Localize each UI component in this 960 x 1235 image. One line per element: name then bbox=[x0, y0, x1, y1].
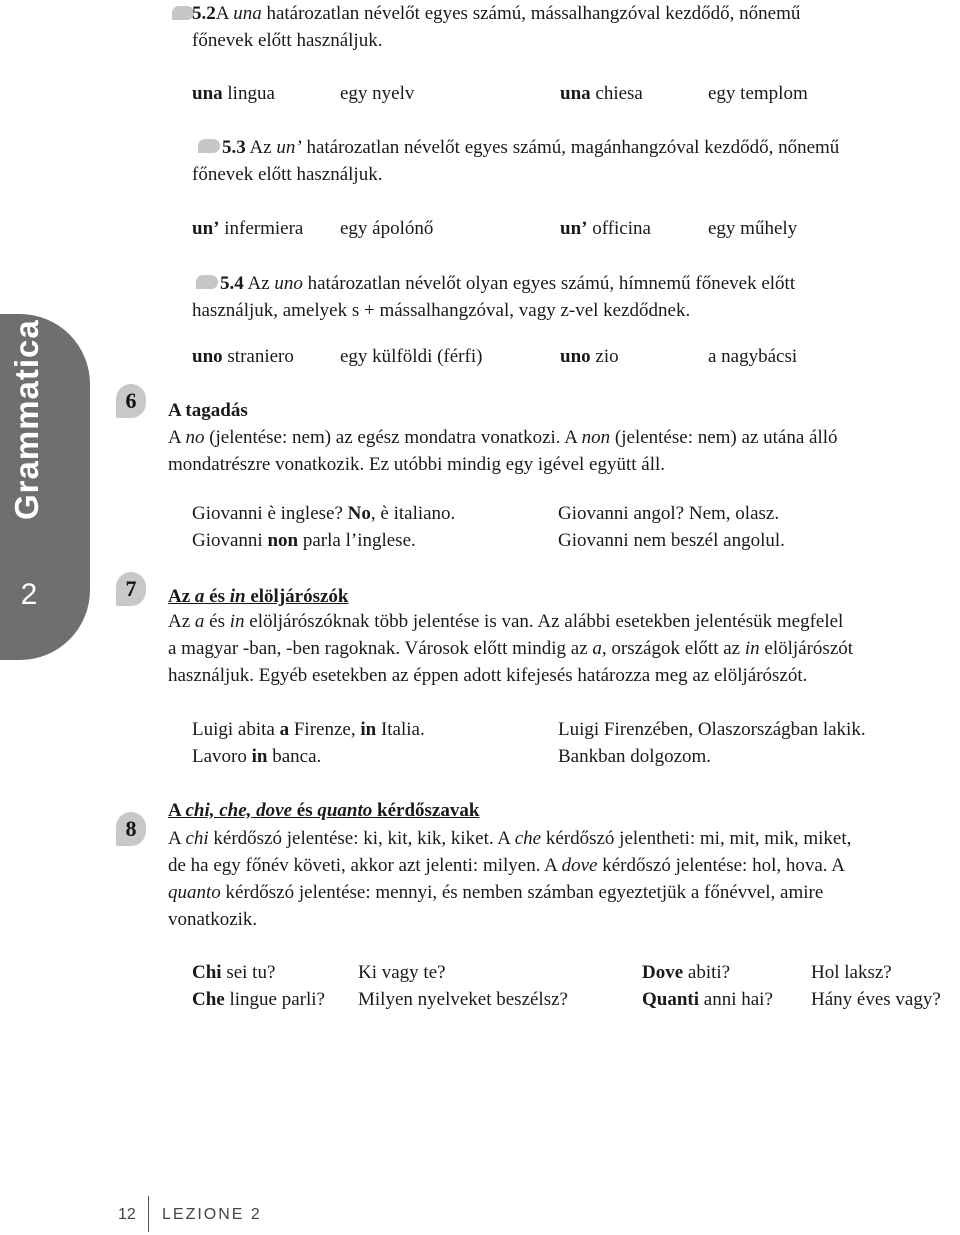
example-row: Dove abiti? bbox=[642, 962, 731, 983]
section-5-3-line1: 5.3 Az un’ határozatlan névelőt egyes számú, magánhangzóval kezdődő, nőnemű bbox=[222, 137, 840, 158]
section-number-badge: 8 bbox=[116, 812, 146, 846]
example-row: Chi sei tu? bbox=[192, 962, 276, 983]
example-row: Quanti anni hai? bbox=[642, 989, 773, 1010]
section-8-paragraph: A chi kérdőszó jelentése: ki, kit, kik, kiket. A che kérdőszó jelentheti: mi, mit, mik, miket, de ha egy főnév követi, akkor azt jelenti: milyen. A dove kérdőszó jelentése: hol, hova. A quanto kérdőszó jelentése: mennyi, és nemben számban egyeztetjük a főnévvel, amire vonatkozik. bbox=[168, 828, 852, 930]
example-translation: egy műhely bbox=[708, 218, 798, 239]
section-5-3-line2: főnevek előtt használjuk. bbox=[192, 164, 383, 185]
example-row: Giovanni è inglese? No, è italiano. bbox=[192, 503, 456, 524]
example-translation: Milyen nyelveket beszélsz? bbox=[358, 989, 568, 1010]
section-7-paragraph: Az a és in elöljárószóknak több jelentése is van. Az alábbi esetekben jelentésük megfelel a magyar -ban, -ben ragoknak. Városok előtt mindig az a, országok előtt az in elöljárószót használjuk. Egyéb esetekben az éppen adott kifejesés határozza meg az elöljárószót. bbox=[168, 611, 854, 686]
example-translation: egy ápolónő bbox=[340, 218, 434, 239]
section-title: A chi, che, dove és quanto kérdőszavak bbox=[168, 800, 480, 821]
example-translation: egy nyelv bbox=[340, 83, 415, 104]
example-row: un’ officina bbox=[560, 218, 651, 239]
section-5-4-line1: 5.4 Az uno határozatlan névelőt olyan egyes számú, hímnemű főnevek előtt bbox=[220, 273, 796, 294]
example-row: una chiesa bbox=[560, 83, 643, 104]
footer-divider bbox=[148, 1196, 149, 1232]
example-row: uno straniero bbox=[192, 346, 294, 367]
example-row: una lingua bbox=[192, 83, 275, 104]
section-number-badge: 6 bbox=[116, 384, 146, 418]
example-translation: Hol laksz? bbox=[811, 962, 892, 983]
chapter-side-title: Grammatica bbox=[8, 319, 45, 520]
example-translation: a nagybácsi bbox=[708, 346, 798, 367]
section-6-paragraph: A no (jelentése: nem) az egész mondatra vonatkozi. A non (jelentése: nem) az utána álló mondatrészre vonatkozik. Ez utóbbi mindig egy igével együtt áll. bbox=[168, 427, 838, 475]
section-number-badge: 7 bbox=[116, 572, 146, 606]
example-translation: Giovanni angol? Nem, olasz. bbox=[558, 503, 780, 524]
example-row: Giovanni non parla l’inglese. bbox=[192, 530, 416, 551]
section-bullet-icon bbox=[198, 139, 220, 153]
example-row: Che lingue parli? bbox=[192, 989, 325, 1010]
section-title: Az a és in elöljárószók bbox=[168, 586, 349, 607]
example-row: uno zio bbox=[560, 346, 619, 367]
section-number: 5.2 bbox=[192, 3, 216, 24]
section-title: A tagadás bbox=[168, 400, 248, 421]
chapter-side-number: 2 bbox=[20, 578, 38, 611]
example-translation: Bankban dolgozom. bbox=[558, 746, 712, 767]
page-number: 12 bbox=[118, 1206, 136, 1223]
example-row: Luigi abita a Firenze, in Italia. bbox=[192, 719, 425, 740]
example-translation: Ki vagy te? bbox=[358, 962, 446, 983]
section-bullet-icon bbox=[196, 275, 218, 289]
example-row: Lavoro in banca. bbox=[192, 746, 322, 767]
section-5-2-text: 5.2A una határozatlan névelőt egyes számú, mássalhangzóval kezdődő, nőnemű főnevek előtt használjuk. bbox=[192, 3, 801, 51]
example-row: un’ infermiera bbox=[192, 218, 304, 239]
section-5-4-line2: használjuk, amelyek s + mássalhangzóval, vagy z-vel kezdődnek. bbox=[192, 300, 691, 321]
example-translation: egy külföldi (férfi) bbox=[340, 346, 483, 367]
example-translation: Hány éves vagy? bbox=[811, 989, 941, 1010]
example-translation: egy templom bbox=[708, 83, 808, 104]
section-bullet-icon bbox=[172, 6, 194, 20]
example-translation: Luigi Firenzében, Olaszországban lakik. bbox=[558, 719, 866, 740]
lesson-label: LEZIONE 2 bbox=[162, 1206, 262, 1223]
example-translation: Giovanni nem beszél angolul. bbox=[558, 530, 785, 551]
